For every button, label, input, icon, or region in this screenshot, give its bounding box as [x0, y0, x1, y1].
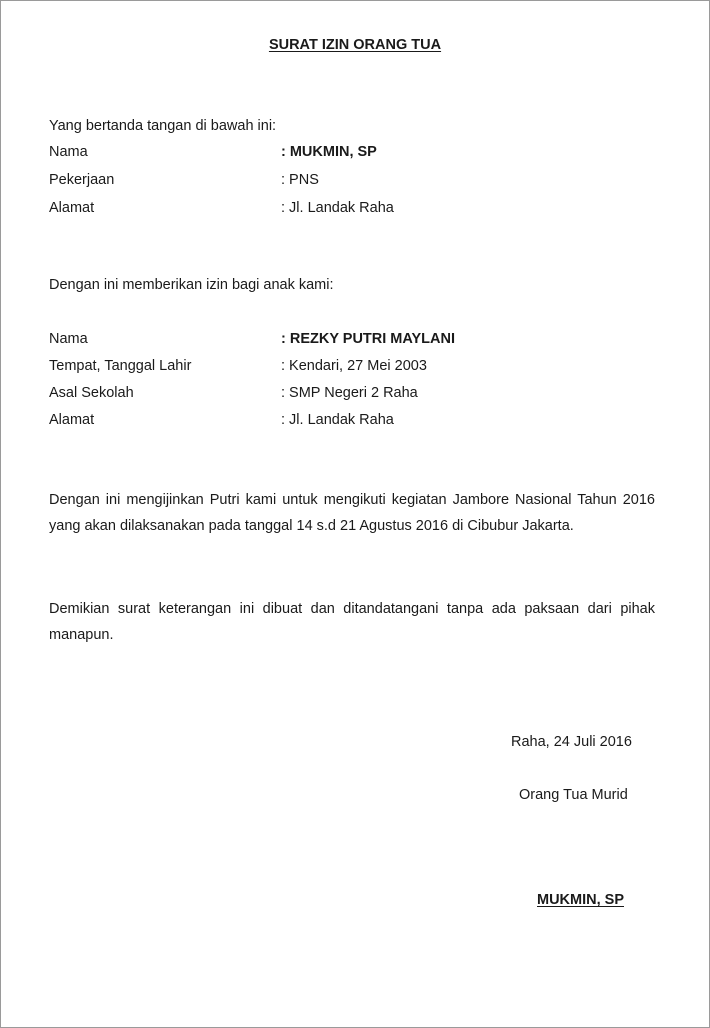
parent-name-label: Nama: [49, 144, 88, 160]
parent-job-label: Pekerjaan: [49, 172, 115, 188]
child-address-label: Alamat: [49, 412, 95, 428]
parent-job-value: : PNS: [281, 172, 319, 188]
signer-role: Orang Tua Murid: [519, 787, 628, 803]
child-birth-value: : Kendari, 27 Mei 2003: [281, 358, 427, 374]
child-name-label: Nama: [49, 331, 88, 347]
child-school-label: Asal Sekolah: [49, 385, 134, 401]
letter-title: SURAT IZIN ORANG TUA: [268, 37, 442, 53]
parent-name-value: : MUKMIN, SP: [281, 144, 377, 160]
parent-address-label: Alamat: [49, 200, 95, 216]
closing-paragraph: Demikian surat keterangan ini dibuat dan ditandatangani tanpa ada paksaan dari pihak manapun.: [49, 601, 655, 643]
permission-paragraph: Dengan ini mengijinkan Putri kami untuk mengikuti kegiatan Jambore Nasional Tahun 2016 yang akan dilaksanakan pada tanggal 14 s.d 21 Agustus 2016 di Cibubur Jakarta.: [49, 492, 655, 534]
signer-name: MUKMIN, SP: [537, 892, 624, 908]
child-name-value: : REZKY PUTRI MAYLANI: [281, 331, 456, 347]
child-school-value: : SMP Negeri 2 Raha: [281, 385, 418, 401]
place-date: Raha, 24 Juli 2016: [511, 734, 632, 750]
child-intro: Dengan ini memberikan izin bagi anak kami:: [49, 277, 334, 293]
parent-address-value: : Jl. Landak Raha: [281, 200, 394, 216]
child-birth-label: Tempat, Tanggal Lahir: [49, 358, 192, 374]
parent-intro: Yang bertanda tangan di bawah ini:: [49, 118, 277, 134]
child-address-value: : Jl. Landak Raha: [281, 412, 394, 428]
